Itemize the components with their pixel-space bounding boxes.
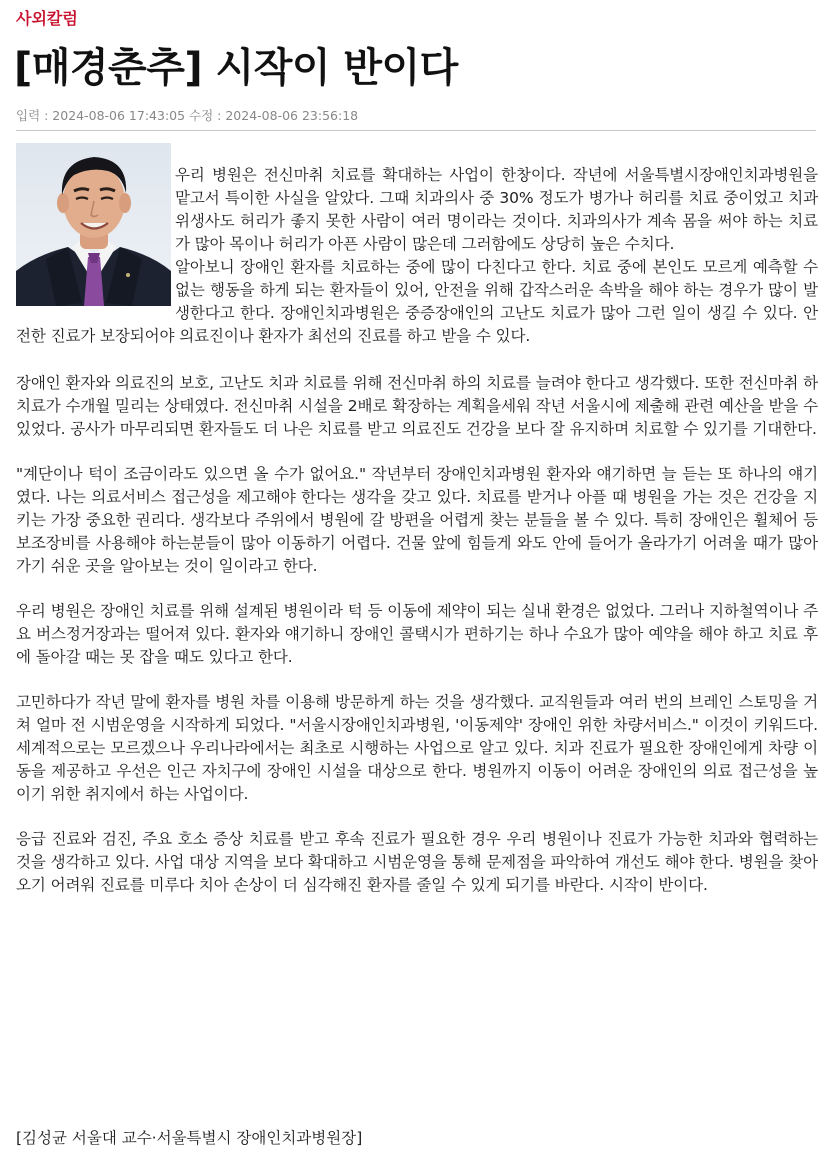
section-label[interactable]: 사외칼럼: [16, 9, 78, 28]
article-paragraph: 고민하다가 작년 말에 환자를 병원 차를 이용해 방문하게 하는 것을 생각했다. 교직원들과 여러 번의 브레인 스토밍을 거쳐 얼마 전 시범운영을 시작하게 되었다. "서울시장애인치과병원, '이동제약' 장애인 위한 차량서비스." 이것이 키워드다. 세계적으로는 모르겠으나 우리나라에서는 최초로 시행하는 사업으로 알고 있다. 치과 진료가 필요한 장애인에게 차량 이동을 제공하고 우선은 인근 자치구에 장애인 시설을 대상으로 한다. 병원까지 이동이 어려운 장애인의 의료 접근성을 높이기 위한 취지에서 하는 사업이다.: [16, 693, 818, 803]
author-photo: [16, 143, 171, 306]
article-paragraph: 장애인 환자와 의료진의 보호, 고난도 치과 치료를 위해 전신마취 하의 치료를 늘려야 한다고 생각했다. 또한 전신마취 하 치료가 수개월 밀리는 상태였다. 전신마취 시설을 2배로 확장하는 계획을세워 작년 서울시에 제출해 관련 예산을 받을 수 있었다. 공사가 마무리되면 환자들도 더 나은 치료를 받고 의료진도 건강을 보다 잘 유지하며 치료할 수 있기를 기대한다.: [16, 374, 818, 438]
article-title: [매경춘추] 시작이 반이다: [14, 45, 458, 91]
article-paragraph: 알아보니 장애인 환자를 치료하는 중에 많이 다친다고 한다. 치료 중에 본인도 모르게 예측할 수 없는 행동을 하게 되는 환자들이 있어, 안전을 위해 갑작스러운 속박을 해야 하는 경우가 많이 발생한다고 한다. 장애인치과병원은 중증장애인의 고난도 치료가 많아 그런 일이 생길 수 있다. 안전한 진료가 보장되어야 의료진이나 환자가 최선의 진료를 하고 받을 수 있다.: [16, 258, 818, 345]
article-paragraph: 우리 병원은 장애인 치료를 위해 설계된 병원이라 턱 등 이동에 제약이 되는 실내 환경은 없었다. 그러나 지하철역이나 주요 버스정거장과는 떨어져 있다. 환자와 얘기하니 장애인 콜택시가 편하기는 하나 수요가 많아 예약을 해야 하고 치료 후에 돌아갈 때는 못 잡을 때도 있다고 한다.: [16, 602, 818, 666]
author-portrait-image: [16, 143, 171, 306]
article-paragraph: 응급 진료와 검진, 주요 호소 증상 치료를 받고 후속 진료가 필요한 경우 우리 병원이나 진료가 가능한 치과와 협력하는 것을 생각하고 있다. 사업 대상 지역을 보다 확대하고 시범운영을 통해 문제점을 파악하여 개선도 해야 한다. 병원을 찾아오기 어려워 진료를 미루다 치아 손상이 더 심각해진 환자를 줄일 수 있게 되기를 바란다. 시작이 반이다.: [16, 830, 818, 894]
author-byline: [김성균 서울대 교수·서울특별시 장애인치과병원장]: [16, 1129, 363, 1147]
article-timestamps: 입력 : 2024-08-06 17:43:05 수정 : 2024-08-06 23:56:18: [16, 108, 359, 123]
title-divider: [16, 130, 816, 131]
article-body: [16, 164, 818, 919]
article-paragraph: 우리 병원은 전신마취 치료를 확대하는 사업이 한창이다. 작년에 서울특별시장애인치과병원을 맡고서 특이한 사실을 알았다. 그때 치과의사 중 30% 정도가 병가나 허리를 치료 중이었고 치과위생사도 허리가 좋지 못한 사람이 여러 명이라는 것이다. 치과의사가 계속 몸을 써야 하는 치료가 많아 목이나 허리가 아픈 사람이 많은데 그러함에도 상당히 높은 수치다.: [175, 166, 818, 253]
article-paragraph: "계단이나 턱이 조금이라도 있으면 올 수가 없어요." 작년부터 장애인치과병원 환자와 얘기하면 늘 듣는 또 하나의 얘기였다. 나는 의료서비스 접근성을 제고해야 한다는 생각을 갖고 있다. 치료를 받거나 아플 때 병원을 가는 것은 건강을 지키는 가장 중요한 권리다. 생각보다 주위에서 병원에 갈 방편을 어렵게 찾는 분들을 볼 수 있다. 특히 장애인은 휠체어 등 보조장비를 사용해야 하는분들이 많아 이동하기 어렵다. 건물 앞에 힘들게 와도 안에 들어가 올라가기 어려울 때가 많아 가기 쉬운 곳을 알아보는 것이 일이라고 한다.: [16, 465, 818, 575]
